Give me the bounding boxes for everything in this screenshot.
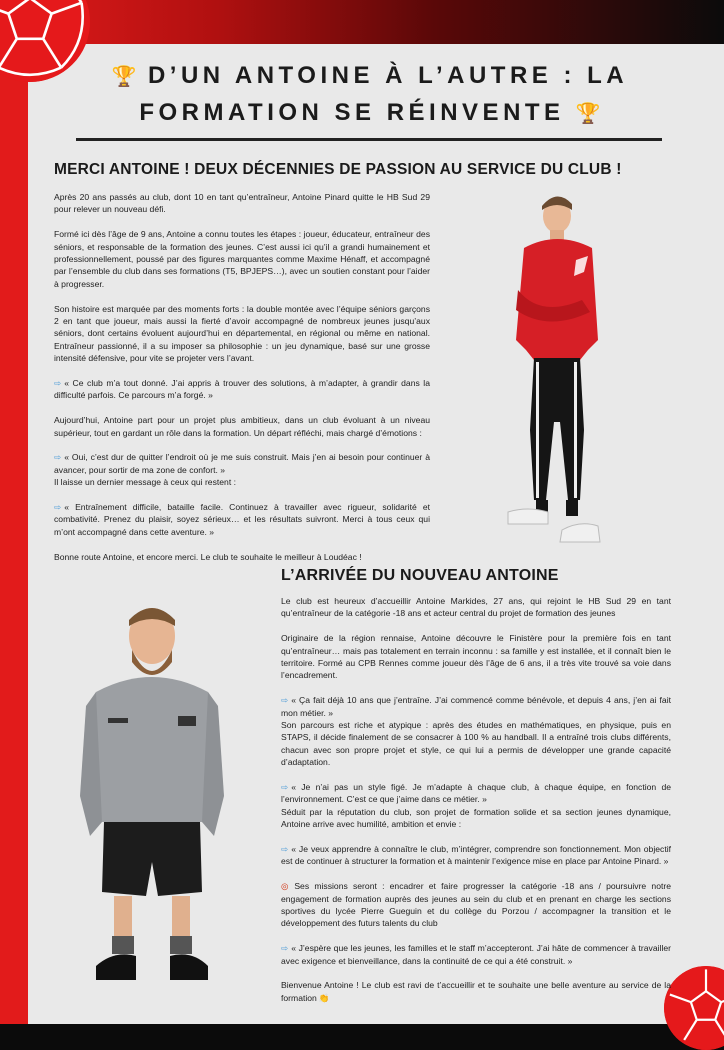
quote-text: « Je n’ai pas un style figé. Je m’adapte à chaque club, à chaque équipe, en fonction de l’environnement. C’est ce que j’aime dans ce métier. » <box>281 782 671 805</box>
quote-text: « Oui, c’est dur de quitter l’endroit où je me suis construit. Mais j’en ai besoin pour continuer à avancer, pour sortir de ma zone de confort. » <box>54 452 430 475</box>
quote-paragraph <box>54 501 430 538</box>
arrow-icon: ⇨ <box>281 844 289 855</box>
paragraph: Aujourd’hui, Antoine part pour un projet plus ambitieux, dans un club évoluant à un niveau supérieur, tout en gardant un rôle dans la formation. Un départ réfléchi, mais chargé d’émotions : <box>54 415 430 438</box>
quote-followup: Séduit par la réputation du club, son projet de formation solide et sa section jeunes dynamique, Antoine arrive avec humilité, ambition et envie : <box>281 806 671 830</box>
quote-paragraph <box>281 694 671 768</box>
arrow-icon: ⇨ <box>281 782 289 793</box>
title-divider <box>76 138 662 141</box>
arrival-article <box>281 595 671 1017</box>
paragraph: Formé ici dès l’âge de 9 ans, Antoine a connu toutes les étapes : joueur, éducateur, entraîneur des séniors, et responsable de la formation des jeunes. C’est aussi ici qu’il a grandi humainement et professionnellement, poussé par des figures marquantes comme Maxime Hénaff, et accompagné par l’ensemble du club dans ses formations (T5, BPJEPS…), avec un soutien constant pour l’aider à progresser. <box>54 229 430 289</box>
quote-paragraph <box>281 781 671 831</box>
quote-paragraph <box>281 843 671 868</box>
clapping-hands-icon: 👏 <box>318 992 330 1003</box>
paragraph: Originaire de la région rennaise, Antoine découvre le Finistère pour la première fois en tant qu’entraîneur… mais pas totalement en terrain inconnu : sa famille y est installée, et il connaît bien le territoire. Formé au CPB Rennes comme joueur dès l’âge de 6 ans, il a très vite trouvé sa voie dans l’encadrement. <box>281 633 671 681</box>
top-gradient-bar <box>0 0 724 44</box>
arrow-icon: ⇨ <box>54 378 62 389</box>
target-icon: ◎ <box>281 881 292 892</box>
title-line-1: D’UN ANTOINE À L’AUTRE : LA <box>147 62 629 89</box>
arrow-icon: ⇨ <box>54 452 62 463</box>
quote-followup: Son parcours est riche et atypique : après des études en mathématiques, en physique, puis en STAPS, il décide finalement de se consacrer à 100 % au handball. Il a entraîné trois clubs différents, chacun avec son propre projet et style, ce qui lui a permis de développer une grande capacité d’adaptation. <box>281 720 671 768</box>
quote-text: « Ça fait déjà 10 ans que j’entraîne. J’ai commencé comme bénévole, et depuis 4 ans, j’en ai fait mon métier. » <box>281 695 671 718</box>
coach-photo-antoine-markides <box>78 596 226 994</box>
page-title <box>60 58 680 132</box>
closing-paragraph <box>281 979 671 1004</box>
section-heading-farewell: MERCI ANTOINE ! DEUX DÉCENNIES DE PASSION AU SERVICE DU CLUB ! <box>54 161 622 178</box>
section-heading-arrival: L’ARRIVÉE DU NOUVEAU ANTOINE <box>281 567 559 584</box>
missions-text: Ses missions seront : encadrer et faire progresser la catégorie -18 ans / poursuivre notre engagement de formation auprès des jeunes au sein du club et en prenant en charge les sections sportives du lycée Pierre Gueguin et du collège du Porzou / accompagner la transition et le développement des futurs talents du club <box>281 881 672 929</box>
arrow-icon: ⇨ <box>54 502 62 513</box>
paragraph: Son histoire est marquée par des moments forts : la double montée avec l’équipe séniors garçons 2 en tant que joueur, mais aussi la fierté d’avoir accompagné de nombreux jeunes jusqu’aux séniors, dont certains évoluent aujourd’hui en départemental, en régional ou même en national. Entraîneur passionné, il a su imposer sa philosophie : un jeu dynamique, basé sur une grosse intensité défensive, pour vite se projeter vers l’avant. <box>54 303 430 364</box>
arrow-icon: ⇨ <box>281 943 289 954</box>
quote-followup: Il laisse un dernier message à ceux qui restent : <box>54 477 236 488</box>
left-accent-bar <box>0 0 28 1024</box>
paragraph: Après 20 ans passés au club, dont 10 en tant qu’entraîneur, Antoine Pinard quitte le HB Sud 29 pour relever un nouveau défi. <box>54 192 430 215</box>
quote-paragraph <box>281 942 671 967</box>
paragraph: Le club est heureux d’accueillir Antoine Markides, 27 ans, qui rejoint le HB Sud 29 en tant qu’entraîneur de la catégorie -18 ans et acteur central du projet de formation des jeunes <box>281 596 671 619</box>
title-line-2: FORMATION SE RÉINVENTE <box>139 99 565 126</box>
farewell-article <box>54 191 430 575</box>
quote-paragraph <box>54 377 430 402</box>
quote-text: « Ce club m’a tout donné. J’ai appris à trouver des solutions, à m’adapter, à grandir dans la difficulté parfois. Ce parcours m’a forgé. » <box>54 378 430 401</box>
quote-text: « Entraînement difficile, bataille facile. Continuez à travailler avec rigueur, solidarité et combativité. Prenez du plaisir, soyez sérieux… et les résultats suivront. Merci à tous ceux qui m’ont accompagné dans cette aventure. » <box>54 502 430 537</box>
closing-paragraph: Bonne route Antoine, et encore merci. Le club te souhaite le meilleur à Loudéac ! <box>54 551 362 562</box>
trophy-icon: 🏆 <box>575 103 601 125</box>
missions-paragraph <box>281 880 671 930</box>
arrow-icon: ⇨ <box>281 695 289 706</box>
closing-text: Bienvenue Antoine ! Le club est ravi de t’accueillir et te souhaite une belle aventure au service de la formation <box>281 980 671 1003</box>
quote-text: « Je veux apprendre à connaître le club, m’intégrer, comprendre son fonctionnement. Mon objectif est de continuer à structurer la formation et à maintenir l’exigence mise en place par Antoine Pinard. » <box>281 844 671 867</box>
quote-paragraph <box>54 451 430 488</box>
player-photo-antoine-pinard <box>500 190 610 555</box>
quote-text: « J’espère que les jeunes, les familles et le staff m’accepteront. J’ai hâte de commencer à travailler avec exigence et bienveillance, dans la continuité de ce qui a été construit. » <box>281 943 671 966</box>
trophy-icon: 🏆 <box>111 66 137 88</box>
